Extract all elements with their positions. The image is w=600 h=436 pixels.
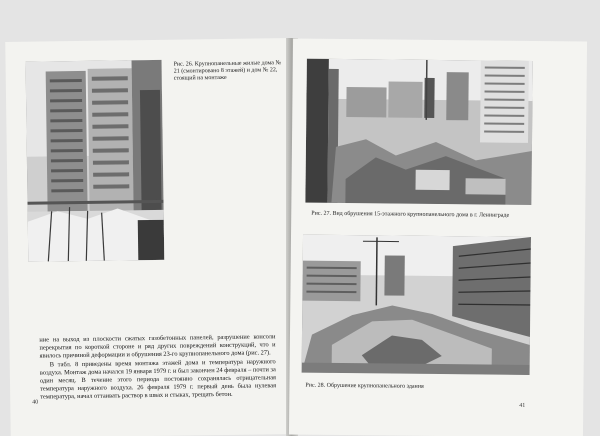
figure-26-photo xyxy=(26,60,165,262)
figure-26-caption: Рис. 26. Крупнопанельные жилые дома № 21 (смонтировано 8 этажей) и дом № 22, стоящий на монтаже xyxy=(173,60,282,82)
paragraph-1: ние на выход из плоскости сжатых газобетонных панелей, разрушение консоли перекрытия по короткой стороне и ряд других повреждений конструкций, что и явилось причиной деформации и обрушения 23-го крупнопанельного дома (рис. 27). xyxy=(39,333,276,360)
page-number-left: 40 xyxy=(32,399,39,406)
left-page xyxy=(5,38,297,436)
figure-27-photo xyxy=(305,59,532,205)
right-page xyxy=(289,38,587,436)
body-text xyxy=(39,333,276,402)
figure-27-caption: Рис. 27. Вид обрушения 15-этажного крупнопанельного дома в г. Ленинграде xyxy=(311,210,510,219)
page-number-right: 41 xyxy=(519,402,526,409)
figure-28-caption: Рис. 28. Обрушение крупнопанельного здания xyxy=(305,382,424,390)
paragraph-2: В табл. 8 приведены время монтажа этажей дома и температура наружного воздуха. Монтаж дома начался 19 января 1979 г. и был закончен 24 февраля – почти за один месяц. В течение этого периода постоянно сохранялась отрицательная температура наружного воздуха. 26 февраля 1979 г. первый день была нулевая температура, начал оттаивать раствор в швах и стыках, трещать бетон. xyxy=(39,357,277,401)
figure-28-photo xyxy=(302,235,531,375)
